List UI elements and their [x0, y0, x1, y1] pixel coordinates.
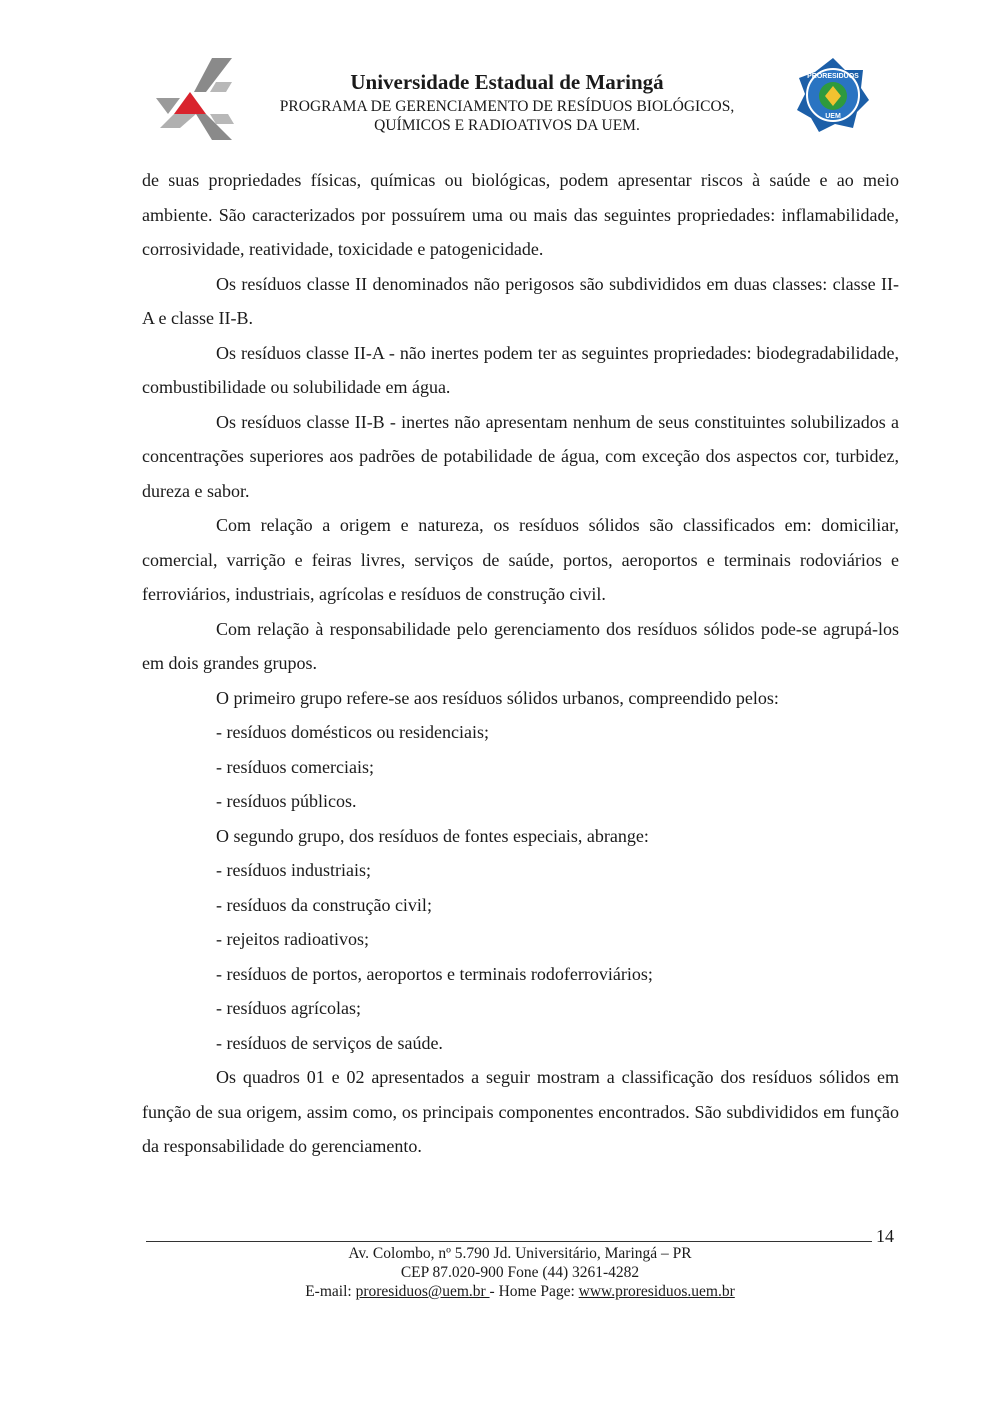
paragraph: Com relação a origem e natureza, os resíduos sólidos são classificados em: domiciliar, comercial, varrição e feiras livres, serviços de saúde, portos, aeroportos e terminais rodoviários e ferroviários, industriais, agrícolas e resíduos de construção civil.: [142, 515, 899, 604]
footer-contact: [0, 1282, 992, 1301]
footer-cep-phone: CEP 87.020-900 Fone (44) 3261-4282: [400, 1264, 640, 1281]
paragraph: Os resíduos classe II denominados não perigosos são subdivididos em duas classes: classe II-A e classe II-B.: [142, 273, 899, 328]
list-item: - rejeitos radioativos;: [216, 929, 369, 949]
program-line-1: PROGRAMA DE GERENCIAMENTO DE RESÍDUOS BIOLÓGICOS,: [279, 98, 735, 115]
home-page-label: - Home Page:: [489, 1283, 579, 1300]
home-page-link[interactable]: www.proresiduos.uem.br: [578, 1283, 735, 1300]
logo-right-text-top: PRORESIDUOS: [807, 73, 859, 80]
email-link[interactable]: proresiduos@uem.br: [355, 1283, 490, 1300]
list-item: - resíduos de serviços de saúde.: [216, 1032, 443, 1053]
paragraph: Com relação à responsabilidade pelo gerenciamento dos resíduos sólidos pode-se agrupá-los em dois grandes grupos.: [142, 618, 899, 673]
footer-address: Av. Colombo, nº 5.790 Jd. Universitário, Maringá – PR: [348, 1245, 692, 1262]
list-item: - resíduos de portos, aeroportos e terminais rodoferroviários;: [216, 963, 653, 984]
list-item: - resíduos da construção civil;: [216, 894, 432, 915]
paragraph: Os resíduos classe II-A - não inertes podem ter as seguintes propriedades: biodegradabilidade, combustibilidade ou solubilidade em água.: [142, 342, 899, 397]
paragraph: de suas propriedades físicas, químicas ou biológicas, podem apresentar riscos à saúde e ao meio ambiente. São caracterizados por possuírem uma ou mais das seguintes propriedades: inflamabilidade, corrosividade, reatividade, toxicidade e patogenicidade.: [142, 170, 899, 259]
page-header: [0, 0, 992, 150]
list-item: O segundo grupo, dos resíduos de fontes especiais, abrange:: [216, 825, 649, 846]
list-item: - resíduos agrícolas;: [216, 998, 361, 1018]
list-item: - resíduos públicos.: [216, 791, 357, 811]
list-item: - resíduos domésticos ou residenciais;: [216, 722, 489, 742]
page-number: 14: [876, 1226, 894, 1246]
paragraph: Os quadros 01 e 02 apresentados a seguir mostram a classificação dos resíduos sólidos em função de sua origem, assim como, os principais componentes encontrados. São subdivididos em função da responsabilidade do gerenciamento.: [142, 1067, 899, 1156]
list-item: - resíduos comerciais;: [216, 756, 374, 777]
university-name: Universidade Estadual de Maringá: [350, 70, 664, 94]
logo-right-text-bottom: UEM: [825, 113, 841, 120]
program-line-2: QUÍMICOS E RADIOATIVOS DA UEM.: [374, 117, 640, 134]
page-footer: [0, 1244, 992, 1301]
paragraph: Os resíduos classe II-B - inertes não apresentam nenhum de seus constituintes solubilizados a concentrações superiores aos padrões de potabilidade de água, com exceção dos aspectos cor, turbidez, dureza e sabor.: [142, 411, 899, 501]
list-item: O primeiro grupo refere-se aos resíduos sólidos urbanos, compreendido pelos:: [216, 687, 779, 708]
proresiduos-logo-icon: [795, 56, 871, 134]
email-label: E-mail:: [305, 1283, 356, 1300]
footer-divider: [146, 1241, 872, 1242]
document-body: [142, 163, 899, 1164]
list-item: - resíduos industriais;: [216, 860, 371, 880]
